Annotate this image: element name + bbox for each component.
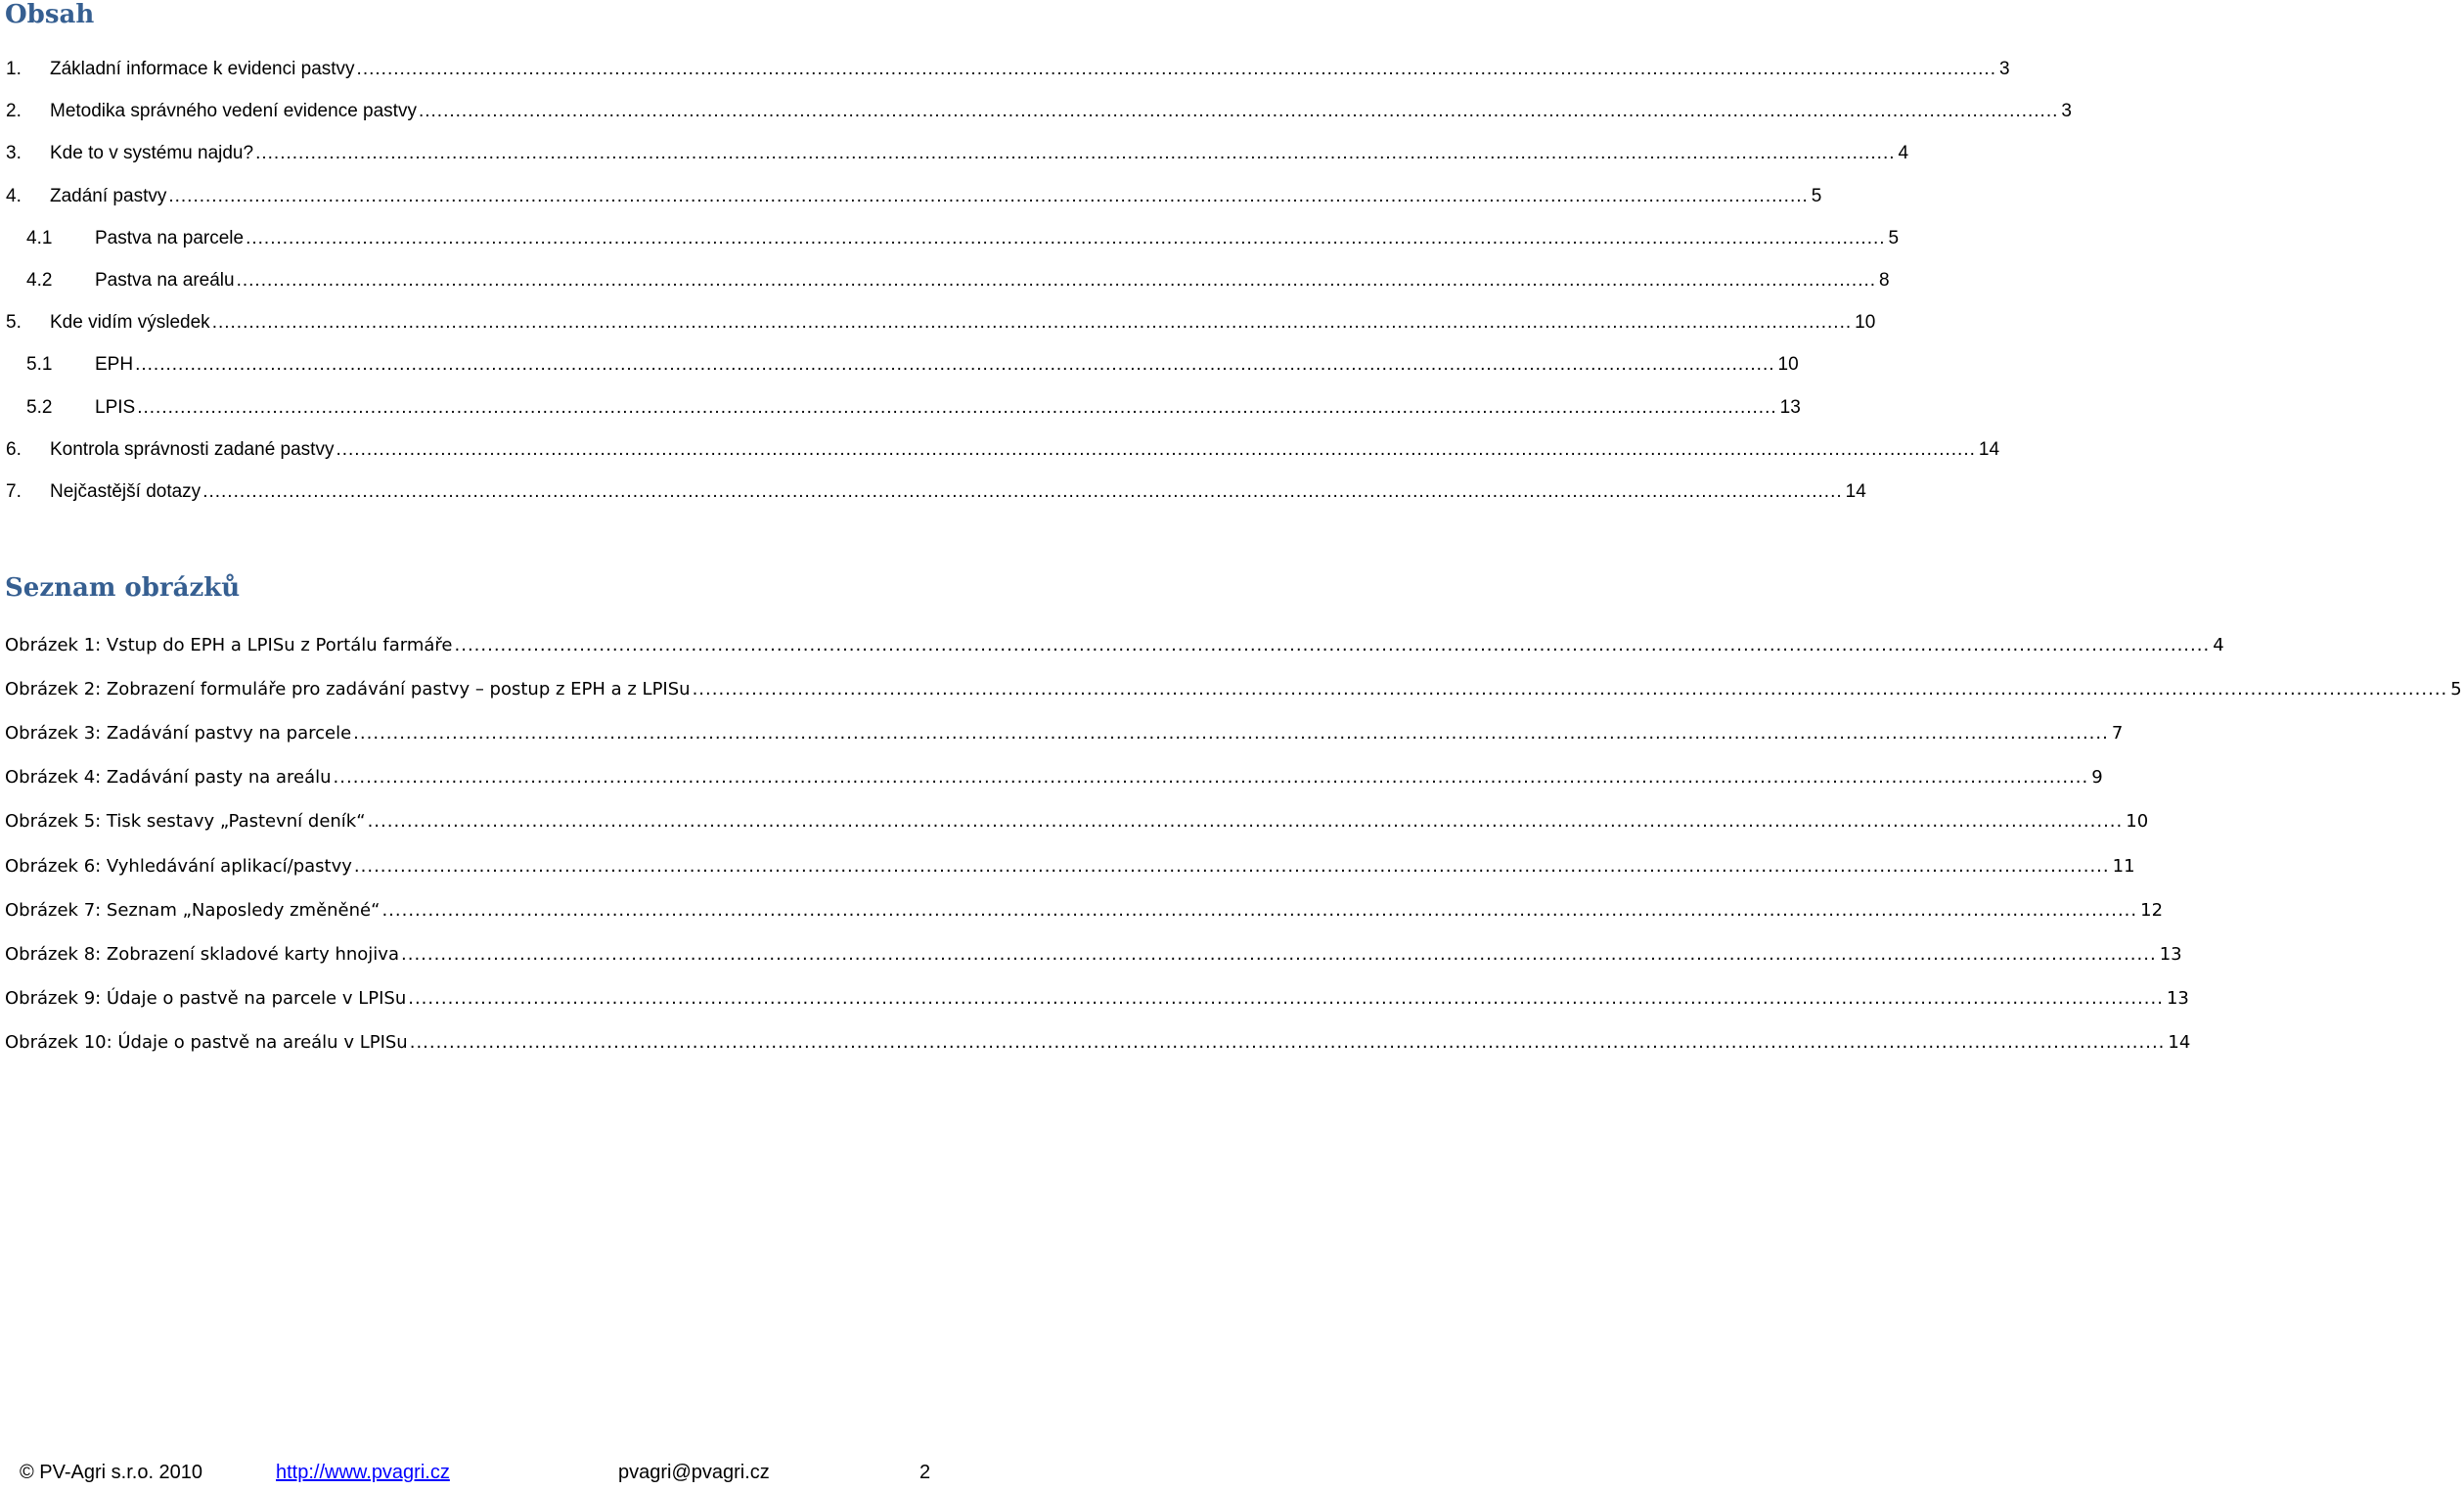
toc-entry-number: 4.1: [26, 227, 53, 248]
figure-entry-page: 7: [2111, 723, 2124, 745]
toc-entry[interactable]: [0, 395, 1801, 421]
dot-leader: ...........................................................................................................................................................................................................................................................................: [168, 185, 1809, 206]
toc-entry-number: 5.1: [26, 354, 53, 376]
toc-entry-number: 5.2: [26, 396, 53, 418]
dot-leader: ...........................................................................................................................................................................................................................................................................: [692, 679, 2448, 700]
toc-entry-title: EPH: [95, 354, 134, 376]
dot-leader: ...........................................................................................................................................................................................................................................................................: [409, 1031, 2166, 1053]
figure-entry-title: Obrázek 8: Zobrazení skladové karty hnojiva: [5, 943, 399, 965]
figure-entry-title: Obrázek 4: Zadávání pasty na areálu: [5, 767, 332, 789]
dot-leader: ...........................................................................................................................................................................................................................................................................: [367, 811, 2124, 833]
dot-leader: ...........................................................................................................................................................................................................................................................................: [333, 767, 2089, 789]
toc-entry-page: 8: [1879, 270, 1890, 291]
figure-entry-title: Obrázek 3: Zadávání pastvy na parcele: [5, 723, 352, 745]
figure-entry[interactable]: [5, 854, 2135, 880]
footer-email: pvagri@pvagri.cz: [618, 1462, 770, 1483]
dot-leader: ...........................................................................................................................................................................................................................................................................: [454, 635, 2211, 655]
toc-entry-number: 7.: [6, 481, 22, 502]
toc-entry[interactable]: [0, 479, 1866, 505]
toc-entry-page: 3: [1999, 59, 2010, 79]
dot-leader: ...........................................................................................................................................................................................................................................................................: [418, 101, 2059, 122]
toc-entry-title: Pastva na areálu: [95, 270, 235, 291]
toc-entry-page: 10: [1855, 312, 1876, 334]
toc-entry-number: 6.: [6, 438, 22, 460]
dot-leader: ...........................................................................................................................................................................................................................................................................: [356, 59, 1996, 79]
figure-entry-title: Obrázek 1: Vstup do EPH a LPISu z Portálu farmáře: [5, 635, 453, 655]
dot-leader: ...........................................................................................................................................................................................................................................................................: [255, 143, 1896, 164]
figure-entry-page: 13: [2159, 943, 2182, 965]
toc-entry-page: 4: [1898, 143, 1909, 164]
toc-entry-page: 5: [1888, 227, 1900, 248]
toc-entry[interactable]: [0, 184, 1822, 209]
dot-leader: ...........................................................................................................................................................................................................................................................................: [135, 354, 1775, 376]
figure-entry-page: 4: [2213, 635, 2224, 655]
figure-entry[interactable]: [5, 677, 2462, 702]
dot-leader: ...........................................................................................................................................................................................................................................................................: [246, 227, 1886, 248]
figure-entry[interactable]: [5, 898, 2164, 924]
toc-entry-title: Kontrola správnosti zadané pastvy: [50, 438, 335, 460]
toc-entry-page: 14: [1978, 438, 2000, 460]
toc-entry[interactable]: [0, 437, 2000, 463]
toc-entry-title: Kde to v systému najdu?: [50, 143, 254, 164]
figure-entry[interactable]: [5, 633, 2224, 658]
figure-entry[interactable]: [5, 721, 2124, 746]
figure-entry-page: 9: [2091, 767, 2103, 789]
toc-entry[interactable]: [0, 226, 1900, 251]
figure-entry-page: 10: [2126, 811, 2149, 833]
figure-entry[interactable]: [5, 809, 2149, 835]
toc-entry-title: Metodika správného vedení evidence pastvy: [50, 101, 417, 122]
figures-heading: Seznam obrázků: [5, 573, 241, 603]
toc-entry-number: 1.: [6, 59, 22, 79]
toc-entry[interactable]: [0, 310, 1876, 336]
toc-entry-page: 14: [1845, 481, 1866, 502]
figure-entry[interactable]: [5, 986, 2189, 1012]
page-footer: [0, 1458, 939, 1487]
toc-entry[interactable]: [0, 141, 1909, 166]
toc-entry-number: 5.: [6, 312, 22, 334]
toc-entry-title: LPIS: [95, 396, 136, 418]
figure-entry-title: Obrázek 6: Vyhledávání aplikací/pastvy: [5, 855, 352, 877]
footer-website-link[interactable]: http://www.pvagri.cz: [276, 1462, 450, 1483]
dot-leader: ...........................................................................................................................................................................................................................................................................: [211, 312, 1853, 334]
figure-entry[interactable]: [5, 942, 2182, 968]
toc-entry-title: Nejčastější dotazy: [50, 481, 202, 502]
toc-entry[interactable]: [0, 268, 1890, 293]
figure-entry-title: Obrázek 5: Tisk sestavy „Pastevní deník“: [5, 811, 366, 833]
dot-leader: ...........................................................................................................................................................................................................................................................................: [202, 481, 1843, 502]
figure-entry-title: Obrázek 9: Údaje o pastvě na parcele v LPISu: [5, 987, 407, 1009]
dot-leader: ...........................................................................................................................................................................................................................................................................: [408, 987, 2164, 1009]
dot-leader: ...........................................................................................................................................................................................................................................................................: [137, 396, 1777, 418]
toc-entry[interactable]: [0, 99, 2072, 124]
figure-entry-title: Obrázek 7: Seznam „Naposledy změněné“: [5, 899, 381, 921]
figure-entry-page: 12: [2140, 899, 2164, 921]
dot-leader: ...........................................................................................................................................................................................................................................................................: [336, 438, 1976, 460]
toc-entry-page: 5: [1811, 185, 1822, 206]
dot-leader: ...........................................................................................................................................................................................................................................................................: [353, 855, 2110, 877]
dot-leader: ...........................................................................................................................................................................................................................................................................: [236, 270, 1877, 291]
dot-leader: ...........................................................................................................................................................................................................................................................................: [353, 723, 2109, 745]
figure-entry[interactable]: [5, 765, 2103, 790]
dot-leader: ...........................................................................................................................................................................................................................................................................: [401, 943, 2157, 965]
dot-leader: ...........................................................................................................................................................................................................................................................................: [381, 899, 2138, 921]
figure-entry-page: 5: [2450, 679, 2462, 700]
figure-entry-title: Obrázek 10: Údaje o pastvě na areálu v LPISu: [5, 1031, 408, 1053]
toc-entry-page: 10: [1777, 354, 1799, 376]
toc-entry-number: 3.: [6, 143, 22, 164]
figure-entry-title: Obrázek 2: Zobrazení formuláře pro zadávání pastvy – postup z EPH a z LPISu: [5, 679, 691, 700]
toc-entry[interactable]: [0, 352, 1799, 378]
toc-entry-number: 4.: [6, 185, 22, 206]
toc-entry-title: Kde vidím výsledek: [50, 312, 210, 334]
figure-entry-page: 11: [2112, 855, 2135, 877]
toc-entry-number: 2.: [6, 101, 22, 122]
toc-entry-title: Zadání pastvy: [50, 185, 167, 206]
figure-entry-page: 14: [2168, 1031, 2191, 1053]
footer-page-number: 2: [919, 1462, 931, 1483]
figure-entry[interactable]: [5, 1030, 2191, 1056]
toc-entry-page: 3: [2061, 101, 2072, 122]
toc-entry-title: Základní informace k evidenci pastvy: [50, 59, 355, 79]
toc-entry[interactable]: [0, 57, 2010, 82]
figure-entry-page: 13: [2166, 987, 2189, 1009]
toc-heading: Obsah: [5, 0, 95, 29]
footer-copyright: © PV-Agri s.r.o. 2010: [20, 1462, 203, 1483]
toc-entry-number: 4.2: [26, 270, 53, 291]
toc-entry-title: Pastva na parcele: [95, 227, 245, 248]
toc-entry-page: 13: [1779, 396, 1801, 418]
